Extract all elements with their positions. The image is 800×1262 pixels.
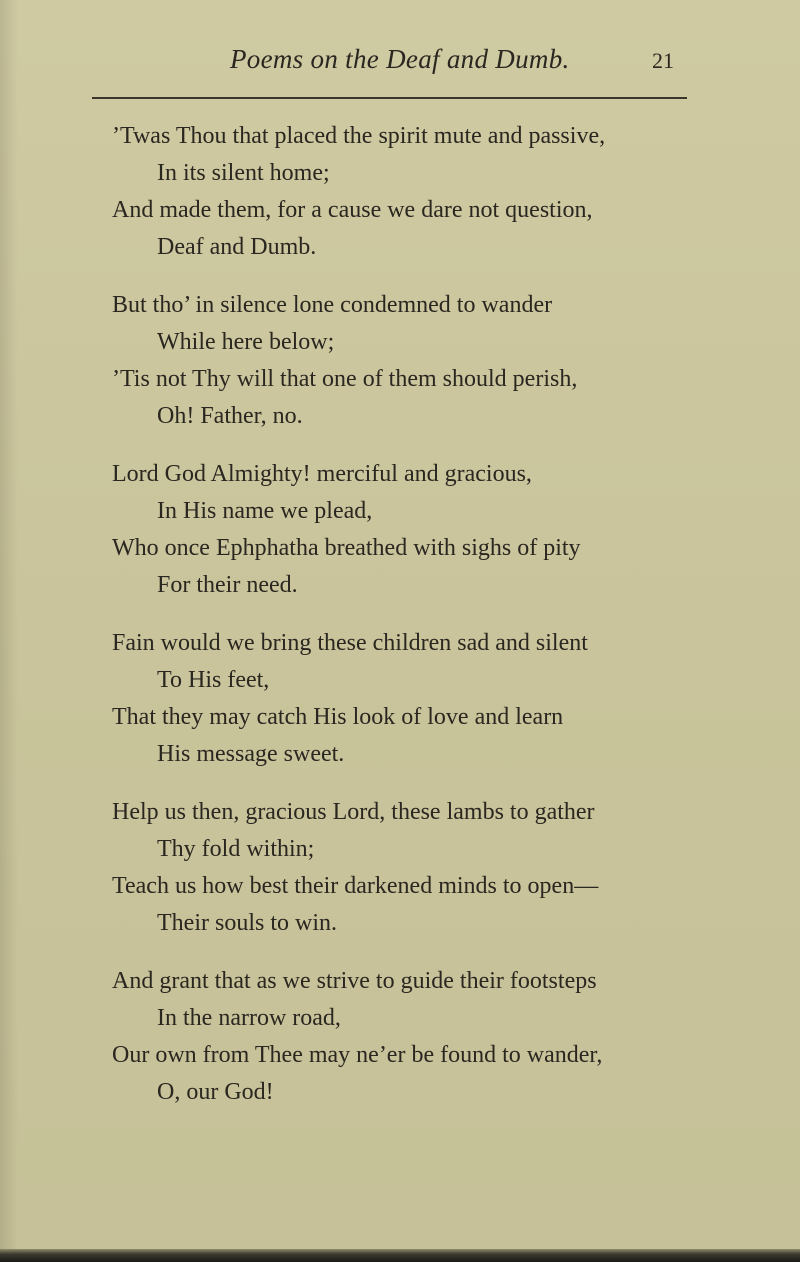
poem-line: Our own from Thee may ne’er be found to wander,	[112, 1042, 603, 1068]
poem-line: But tho’ in silence lone condemned to wander	[112, 292, 553, 318]
page-gutter-shadow	[0, 0, 18, 1249]
poem-line: His message sweet.	[157, 741, 345, 767]
poem-line: Fain would we bring these children sad and silent	[112, 630, 588, 656]
stanza-6	[112, 963, 772, 1111]
poem-line: Lord God Almighty! merciful and gracious,	[112, 461, 532, 487]
poem-line: That they may catch His look of love and learn	[112, 704, 564, 730]
page-bottom-edge	[0, 1249, 800, 1262]
poem-line: O, our God!	[157, 1079, 274, 1105]
stanza-5	[112, 794, 772, 942]
poem-body	[112, 118, 772, 1132]
header-rule	[92, 97, 687, 99]
poem-line: And grant that as we strive to guide their footsteps	[112, 968, 597, 994]
poem-line: For their need.	[157, 572, 298, 598]
stanza-3	[112, 456, 772, 604]
stanza-2	[112, 287, 772, 435]
poem-line: To His feet,	[157, 667, 270, 693]
stanza-4	[112, 625, 772, 773]
poem-line: ’Tis not Thy will that one of them should perish,	[112, 366, 578, 392]
poem-line: In the narrow road,	[157, 1005, 341, 1031]
poem-line: While here below;	[157, 329, 335, 355]
stanza-1	[112, 118, 772, 266]
poem-line: In its silent home;	[157, 160, 330, 186]
poem-line: Deaf and Dumb.	[157, 234, 317, 260]
poem-line: Oh! Father, no.	[157, 403, 303, 429]
poem-line: Help us then, gracious Lord, these lambs to gather	[112, 799, 595, 825]
poem-line: In His name we plead,	[157, 498, 373, 524]
poem-line: Teach us how best their darkened minds to open—	[112, 873, 599, 899]
running-title: Poems on the Deaf and Dumb.	[230, 44, 570, 74]
page-number: 21	[652, 48, 674, 73]
page-header	[0, 44, 800, 84]
poem-line: And made them, for a cause we dare not question,	[112, 197, 593, 223]
poem-line: Who once Ephphatha breathed with sighs of pity	[112, 535, 581, 561]
poem-line: Their souls to win.	[157, 910, 337, 936]
poem-line: ’Twas Thou that placed the spirit mute and passive,	[112, 123, 606, 149]
poem-line: Thy fold within;	[157, 836, 315, 862]
